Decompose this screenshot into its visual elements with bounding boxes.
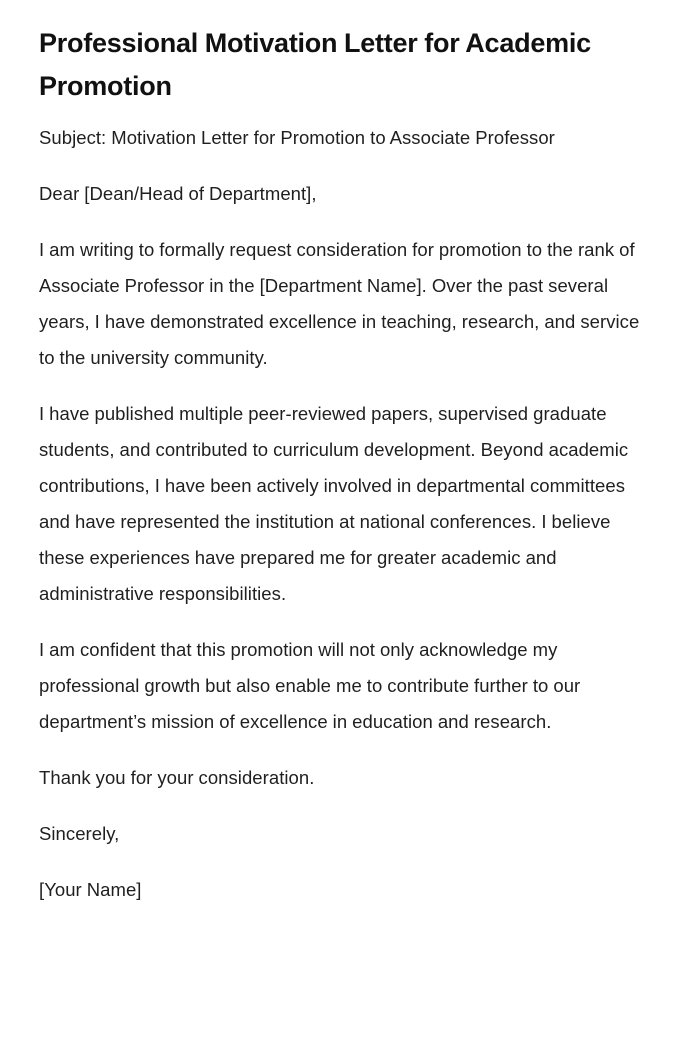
letter-paragraph-1: I am writing to formally request consideration for promotion to the rank of Associate Professor in the [Department Name]. Over the past several years, I have demonstrated excellence in teaching, research, and service to the university community.: [39, 239, 640, 368]
letter-salutation: Dear [Dean/Head of Department],: [39, 183, 317, 204]
letter-signoff: Sincerely,: [39, 823, 120, 844]
letter-body: [39, 120, 640, 908]
letter-closing-thanks: Thank you for your consideration.: [39, 767, 315, 788]
letter-subject-line: Subject: Motivation Letter for Promotion to Associate Professor: [39, 127, 555, 148]
page-title: Professional Motivation Letter for Academic Promotion: [39, 28, 591, 101]
letter-article: [39, 22, 640, 908]
letter-signature-name: [Your Name]: [39, 879, 142, 900]
letter-paragraph-2: I have published multiple peer-reviewed papers, supervised graduate students, and contributed to curriculum development. Beyond academic contributions, I have been actively involved in departmental committees and have represented the institution at national conferences. I believe these experiences have prepared me for greater academic and administrative responsibilities.: [39, 403, 629, 604]
letter-paragraph-3: I am confident that this promotion will not only acknowledge my professional growth but also enable me to contribute further to our department’s mission of excellence in education and research.: [39, 639, 581, 732]
